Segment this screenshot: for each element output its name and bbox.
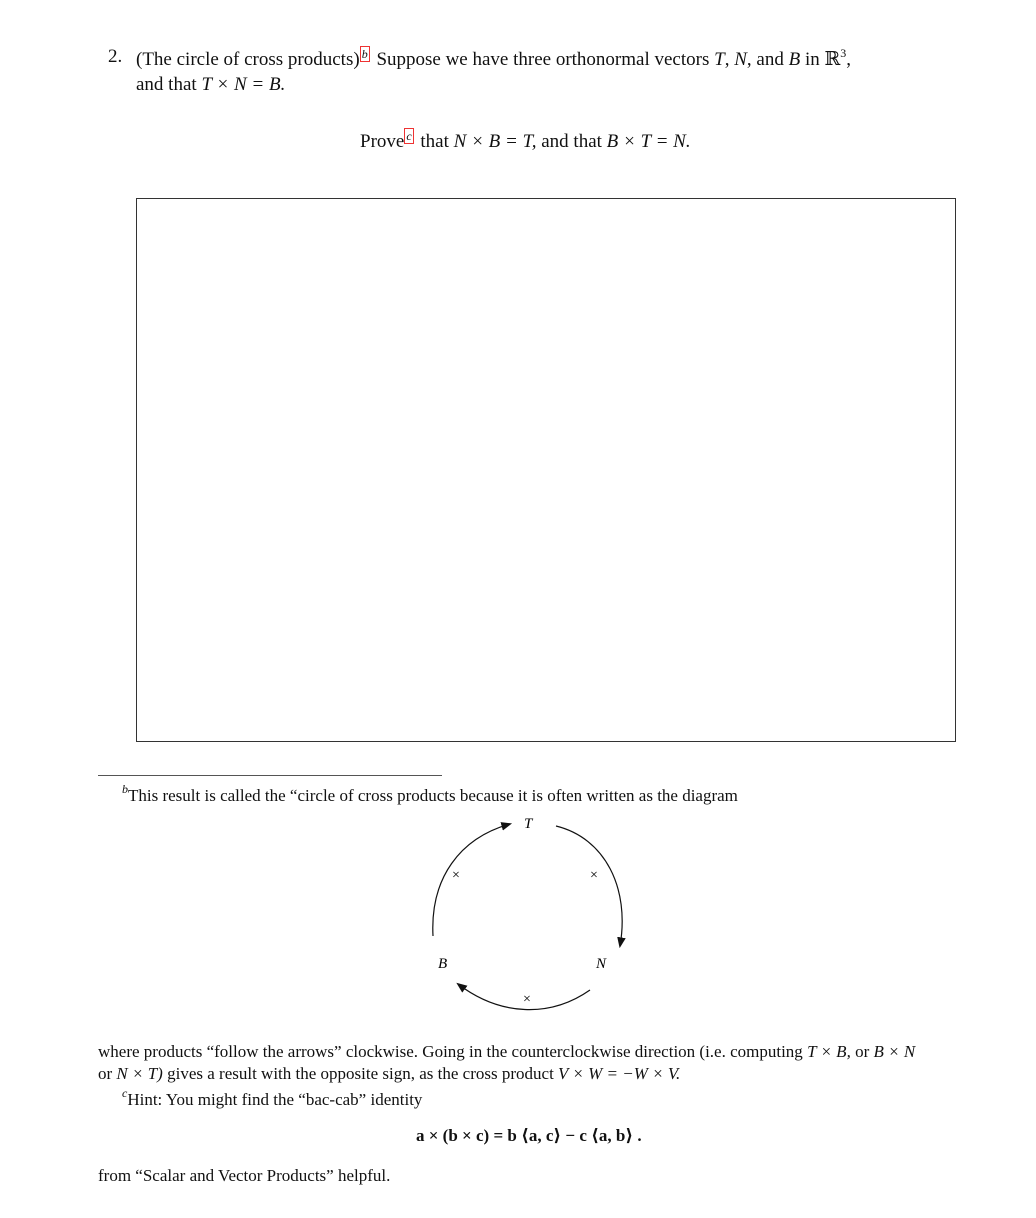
- footnote-c-source: from “Scalar and Vector Products” helpful.: [98, 1166, 391, 1185]
- footnote-b: [122, 782, 738, 806]
- in-text: in: [804, 49, 820, 70]
- expr-t-cross-b: T × B,: [807, 1042, 851, 1061]
- footnote-b-explanation-line-2: [98, 1064, 680, 1084]
- footnote-b-explanation-line-1: [98, 1042, 915, 1062]
- cross-mark-bottom: ×: [523, 992, 531, 1007]
- or-text-2: or: [98, 1064, 113, 1083]
- where-text-2: gives a result with the opposite sign, as the cross product: [167, 1064, 554, 1083]
- footnote-link-b[interactable]: b: [361, 47, 368, 61]
- vector-n: N: [734, 49, 747, 70]
- real-space-symbol: ℝ: [824, 49, 841, 70]
- footnote-c-mark: c: [122, 1086, 128, 1100]
- problem-statement-line-1: (The circle of cross products) b Suppose we have three orthonormal vectors T, N, and B in ℝ$^3$,: [136, 46, 852, 70]
- expr-anticommutative: V × W = −W × V.: [558, 1064, 681, 1083]
- equation-n-cross-b: N × B = T,: [453, 131, 537, 152]
- equation-b-cross-t: B × T = N.: [606, 131, 691, 152]
- equation-t-cross-n: T × N = B.: [201, 74, 286, 95]
- prove-word: Prove: [360, 131, 405, 152]
- label-t: T: [524, 816, 533, 832]
- expr-n-cross-t: N × T): [116, 1064, 163, 1083]
- vector-t: T: [714, 49, 725, 70]
- and-that-text: and that: [541, 131, 602, 152]
- or-text: or: [855, 1042, 870, 1061]
- footnote-c-text: Hint: You might find the “bac-cab” identity: [127, 1090, 423, 1109]
- footnote-link-c[interactable]: c: [406, 129, 412, 143]
- expr-b-cross-n: B × N: [873, 1042, 916, 1061]
- label-b: B: [438, 956, 448, 972]
- space-exponent: 3: [840, 46, 847, 60]
- statement-text: Suppose we have three orthonormal vectors: [376, 49, 710, 70]
- answer-box[interactable]: [136, 198, 956, 742]
- where-text-1: where products “follow the arrows” clockwise. Going in the counterclockwise direction (i.e. computing: [98, 1042, 803, 1061]
- arc-b-to-t: [433, 824, 510, 936]
- bac-cab-identity: a × (b × c) = b ⟨a, c⟩ − c ⟨a, b⟩ .: [416, 1126, 642, 1145]
- label-n: N: [596, 956, 607, 972]
- circle-of-cross-products-diagram: [420, 808, 640, 1018]
- line2-prefix: and that: [136, 74, 197, 95]
- cross-mark-right: ×: [590, 868, 598, 883]
- arc-t-to-n: [556, 826, 622, 946]
- footnote-b-text: This result is called the “circle of cross products because it is often written as the diagram: [128, 786, 738, 805]
- problem-title: (The circle of cross products): [136, 49, 360, 70]
- and-text: and: [756, 49, 784, 70]
- problem-statement-line-2: [136, 74, 285, 96]
- problem-number: 2.: [108, 46, 123, 67]
- cross-mark-left: ×: [452, 868, 460, 883]
- vector-b: B: [788, 49, 801, 70]
- that-text: that: [420, 131, 449, 152]
- footnote-divider: [98, 775, 442, 776]
- footnote-b-mark: b: [122, 782, 128, 796]
- prove-statement: [360, 128, 691, 153]
- footnote-c: [122, 1086, 422, 1110]
